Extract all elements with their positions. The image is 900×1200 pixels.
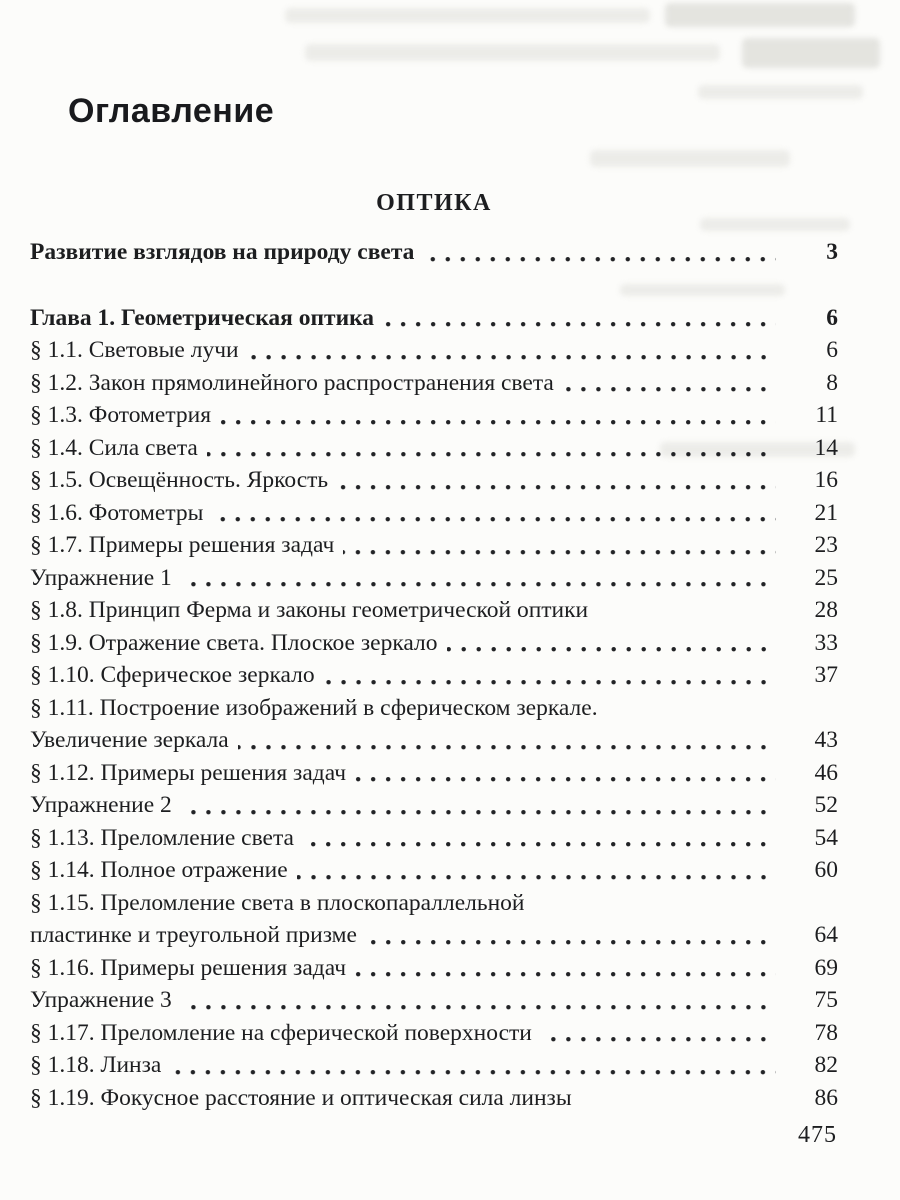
toc-entry (30, 399, 838, 432)
toc-entry-title: § 1.5. Освещённость. Яркость (30, 467, 329, 493)
toc-entry (30, 594, 838, 627)
toc-entry-title: § 1.14. Полное отражение (30, 857, 288, 883)
toc-entry (30, 1049, 838, 1082)
bleedthrough-artifact (665, 3, 855, 27)
toc-entry (30, 1017, 838, 1050)
dot-leader (541, 1017, 776, 1050)
toc-entry-page: 52 (814, 792, 838, 818)
dot-leader (355, 952, 776, 985)
toc-entry (30, 562, 838, 595)
dot-leader (447, 627, 777, 660)
toc-entry (30, 789, 838, 822)
toc-entry-page: 3 (826, 239, 838, 265)
toc-entry-title: § 1.9. Отражение света. Плоское зеркало (30, 629, 438, 656)
toc-list (30, 236, 838, 1114)
toc-entry-page: 33 (814, 629, 838, 656)
dot-leader (238, 724, 776, 757)
toc-entry-page: 60 (814, 857, 838, 883)
toc-entry-page: 78 (814, 1019, 838, 1046)
dot-leader (337, 464, 776, 497)
dot-leader (297, 854, 776, 887)
dot-leader (343, 529, 776, 562)
dot-leader (581, 1082, 776, 1115)
toc-entry-title: § 1.1. Световые лучи (30, 337, 239, 363)
toc-entry-title: пластинке и треугольной призме (30, 922, 357, 948)
toc-entry-page: 6 (826, 337, 838, 363)
toc-entry (30, 919, 838, 952)
toc-entry-title: § 1.19. Фокусное расстояние и оптическая сила линзы (30, 1084, 572, 1111)
toc-entry-page: 11 (815, 402, 838, 428)
bleedthrough-artifact (742, 38, 880, 68)
dot-leader (366, 919, 776, 952)
toc-entry-title: § 1.18. Линза (30, 1052, 162, 1078)
toc-entry-page: 21 (814, 499, 838, 526)
dot-leader (181, 984, 776, 1017)
dot-leader (181, 562, 776, 595)
toc-entry-title: § 1.13. Преломление света (30, 824, 294, 851)
section-title: ОПТИКА (376, 190, 492, 216)
toc-entry (30, 724, 838, 757)
toc-entry-page: 8 (826, 369, 838, 396)
toc-entry (30, 529, 838, 562)
toc-entry-title: § 1.3. Фотометрия (30, 402, 212, 428)
toc-entry (30, 659, 838, 692)
toc-entry-page: 23 (814, 532, 838, 558)
toc-entry (30, 334, 838, 367)
dot-leader (383, 302, 776, 335)
toc-entry (30, 236, 838, 269)
toc-entry-title: § 1.7. Примеры решения задач (30, 532, 335, 558)
toc-entry-first-line: § 1.15. Преломление света в плоскопараллельной (30, 889, 525, 916)
toc-entry (30, 854, 838, 887)
toc-entry (30, 822, 838, 855)
toc-entry-first-line: § 1.11. Построение изображений в сферическом зеркале. (30, 694, 598, 721)
dot-leader (207, 432, 776, 465)
toc-entry (30, 757, 838, 790)
toc-entry (30, 367, 838, 400)
dot-leader (303, 822, 776, 855)
toc-entry (30, 952, 838, 985)
page-title: Оглавление (68, 92, 275, 130)
page-number: 475 (798, 1122, 837, 1148)
toc-entry-page: 64 (814, 922, 838, 948)
toc-entry (30, 432, 838, 465)
toc-entry-page: 54 (814, 824, 838, 851)
dot-leader (220, 399, 776, 432)
dot-leader (597, 594, 776, 627)
dot-leader (170, 1049, 776, 1082)
toc-entry-page: 43 (814, 727, 838, 753)
toc-entry-page: 69 (814, 954, 838, 981)
toc-entry-page: 25 (814, 564, 838, 591)
toc-entry-page: 28 (814, 597, 838, 623)
toc-entry-title: Глава 1. Геометрическая оптика (30, 304, 375, 331)
dot-leader (181, 789, 776, 822)
dot-leader (324, 659, 776, 692)
bleedthrough-artifact (305, 44, 720, 61)
toc-entry-page: 86 (814, 1084, 838, 1111)
toc-entry-title: § 1.8. Принцип Ферма и законы геометрической оптики (30, 597, 589, 623)
toc-entry (30, 1082, 838, 1115)
toc-entry-title: § 1.12. Примеры решения задач (30, 759, 347, 786)
toc-entry-page: 37 (814, 662, 838, 688)
toc-entry-page: 46 (814, 759, 838, 786)
toc-entry (30, 464, 838, 497)
bleedthrough-artifact (285, 8, 650, 23)
toc-entry-title: Увеличение зеркала (30, 727, 229, 753)
toc-entry (30, 302, 838, 335)
toc-entry-title: § 1.6. Фотометры (30, 499, 204, 526)
toc-entry-title: Упражнение 2 (30, 792, 172, 818)
toc-entry (30, 984, 838, 1017)
toc-entry-page: 16 (814, 467, 838, 493)
toc-entry-title: Упражнение 1 (30, 564, 172, 591)
toc-entry-page: 14 (814, 434, 838, 461)
toc-entry-title: § 1.2. Закон прямолинейного распространения света (30, 369, 554, 396)
toc-entry-title: § 1.4. Сила света (30, 434, 198, 461)
bleedthrough-artifact (700, 218, 850, 231)
toc-entry-page: 82 (814, 1052, 838, 1078)
toc-entry-page: 75 (814, 987, 838, 1013)
toc-entry (30, 627, 838, 660)
bleedthrough-artifact (698, 85, 863, 99)
dot-leader (423, 236, 776, 269)
toc-entry-title: § 1.10. Сферическое зеркало (30, 662, 315, 688)
toc-entry (30, 497, 838, 530)
bleedthrough-artifact (590, 150, 790, 167)
toc-entry-page: 6 (826, 304, 838, 331)
dot-leader (563, 367, 776, 400)
dot-leader (248, 334, 776, 367)
toc-entry-title: § 1.16. Примеры решения задач (30, 954, 347, 981)
dot-leader (212, 497, 776, 530)
dot-leader (355, 757, 776, 790)
toc-entry-title: Упражнение 3 (30, 987, 172, 1013)
toc-entry-title: Развитие взглядов на природу света (30, 239, 415, 265)
toc-entry-title: § 1.17. Преломление на сферической поверхности (30, 1019, 532, 1046)
